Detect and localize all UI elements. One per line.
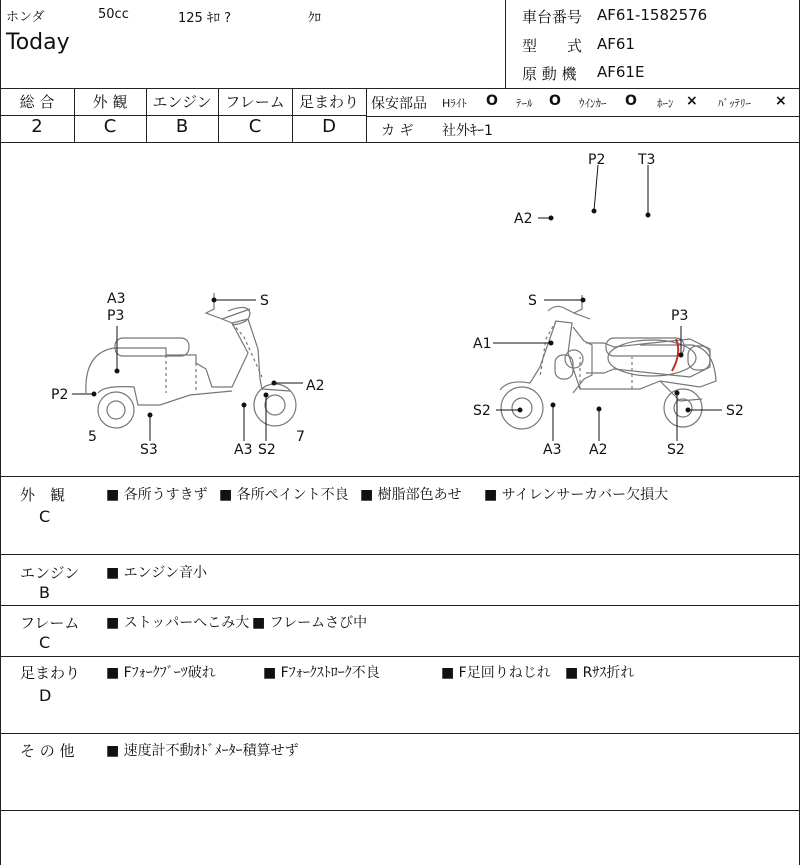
- diagram-label: S2: [473, 403, 491, 419]
- grade-overall: 2: [31, 116, 43, 137]
- diagram-label: A3: [107, 291, 126, 307]
- section-title-other: そ の 他: [20, 742, 75, 760]
- maker: ホンダ: [6, 10, 45, 25]
- divider: [366, 116, 800, 117]
- divider: [0, 810, 800, 811]
- section-grade-exterior: C: [39, 507, 51, 526]
- safety-item-taillight: ﾃｰﾙ: [516, 97, 533, 110]
- comment-item: ■ Fﾌｫｰｸﾌﾞｰﾂ破れ: [106, 665, 216, 681]
- mileage: 125 ｷﾛ ?: [178, 11, 231, 26]
- diagram-label: P3: [107, 308, 125, 324]
- divider: [505, 0, 506, 88]
- comment-item: ■ 樹脂部色あせ: [360, 487, 462, 503]
- divider: [0, 733, 800, 734]
- safety-mark-horn: ×: [686, 93, 698, 109]
- frame-number-label: 車台番号: [522, 8, 583, 26]
- diagram-label: S3: [140, 442, 158, 458]
- section-title-exterior: 外 観: [20, 486, 66, 504]
- divider: [0, 88, 800, 89]
- grade-header-overall: 総 合: [19, 93, 55, 111]
- key-value: 社外ｷｰ1: [442, 123, 493, 139]
- comment-item: ■ 各所ペイント不良: [219, 487, 349, 503]
- safety-parts-label: 保安部品: [371, 96, 427, 112]
- grade-header-frame: フレーム: [225, 93, 285, 111]
- safety-mark-headlight: O: [486, 93, 498, 109]
- diagram-label: 5: [88, 429, 97, 445]
- safety-mark-taillight: O: [549, 93, 561, 109]
- diagram-label: 7: [296, 429, 305, 445]
- section-grade-engine: B: [39, 583, 50, 602]
- safety-item-horn: ﾎｰﾝ: [657, 97, 674, 110]
- divider: [366, 88, 367, 142]
- grade-suspension: D: [322, 116, 336, 137]
- grade-header-suspension: 足まわり: [298, 93, 359, 111]
- diagram-label: S: [528, 293, 537, 309]
- safety-mark-winker: O: [625, 93, 637, 109]
- engine-number: AF61E: [597, 63, 645, 81]
- diagram-label: A3: [543, 442, 562, 458]
- diagram-label: A1: [473, 336, 492, 352]
- safety-item-battery: ﾊﾞｯﾃﾘｰ: [718, 97, 751, 110]
- comment-item: ■ 各所うすきず: [106, 487, 208, 503]
- comment-item: ■ ストッパーへこみ大: [106, 615, 250, 631]
- divider: [0, 605, 800, 606]
- diagram-label: S2: [258, 442, 276, 458]
- comment-item: ■ エンジン音小: [106, 565, 207, 581]
- scratch-mark: [672, 339, 678, 371]
- section-grade-suspension: D: [39, 686, 52, 705]
- section-grade-frame: C: [39, 633, 51, 652]
- diagram-label: A2: [514, 211, 533, 227]
- grade-header-exterior: 外 観: [92, 93, 128, 111]
- diagram-label: P2: [51, 387, 69, 403]
- divider: [0, 476, 800, 477]
- color: ｸﾛ: [308, 11, 321, 26]
- diagram-label: S2: [667, 442, 685, 458]
- grade-engine: B: [175, 116, 189, 137]
- diagram-label: A2: [589, 442, 608, 458]
- frame-number: AF61-1582576: [597, 6, 708, 24]
- grade-header-engine: エンジン: [152, 93, 212, 111]
- comment-item: ■ F足回りねじれ: [441, 665, 551, 681]
- comment-item: ■ Fﾌｫｰｸｽﾄﾛｰｸ不良: [263, 665, 380, 681]
- divider: [0, 656, 800, 657]
- comment-item: ■ フレームさび中: [252, 615, 368, 631]
- section-title-engine: エンジン: [20, 564, 80, 582]
- section-title-suspension: 足まわり: [20, 664, 81, 682]
- diagram-label: P2: [588, 152, 606, 168]
- safety-mark-battery: ×: [775, 93, 787, 109]
- comment-item: ■ Rｻｽ折れ: [565, 665, 635, 681]
- diagram-label: P3: [671, 308, 689, 324]
- model-name: Today: [6, 30, 70, 55]
- diagram-label: A3: [234, 442, 253, 458]
- divider: [0, 554, 800, 555]
- diagram-label: A2: [306, 378, 325, 394]
- displacement: 50cc: [98, 7, 129, 22]
- comment-item: ■ 速度計不動ｵﾄﾞﾒｰﾀｰ積算せず: [106, 743, 299, 759]
- diagram-label: S: [260, 293, 269, 309]
- diagram-label: S2: [726, 403, 744, 419]
- section-title-frame: フレーム: [20, 614, 80, 632]
- scooter-damage-diagram: [0, 143, 800, 473]
- safety-item-winker: ｳｲﾝｶｰ: [579, 97, 607, 110]
- engine-number-label: 原 動 機: [522, 65, 577, 83]
- diagram-label: T3: [638, 152, 656, 168]
- grade-frame: C: [248, 116, 262, 137]
- grade-exterior: C: [103, 116, 117, 137]
- safety-item-headlight: Hﾗｲﾄ: [442, 97, 467, 110]
- type-value: AF61: [597, 35, 635, 53]
- comment-item: ■ サイレンサーカバー欠損大: [484, 487, 669, 503]
- key-label: カ ギ: [381, 123, 414, 139]
- type-label: 型 式: [522, 37, 583, 55]
